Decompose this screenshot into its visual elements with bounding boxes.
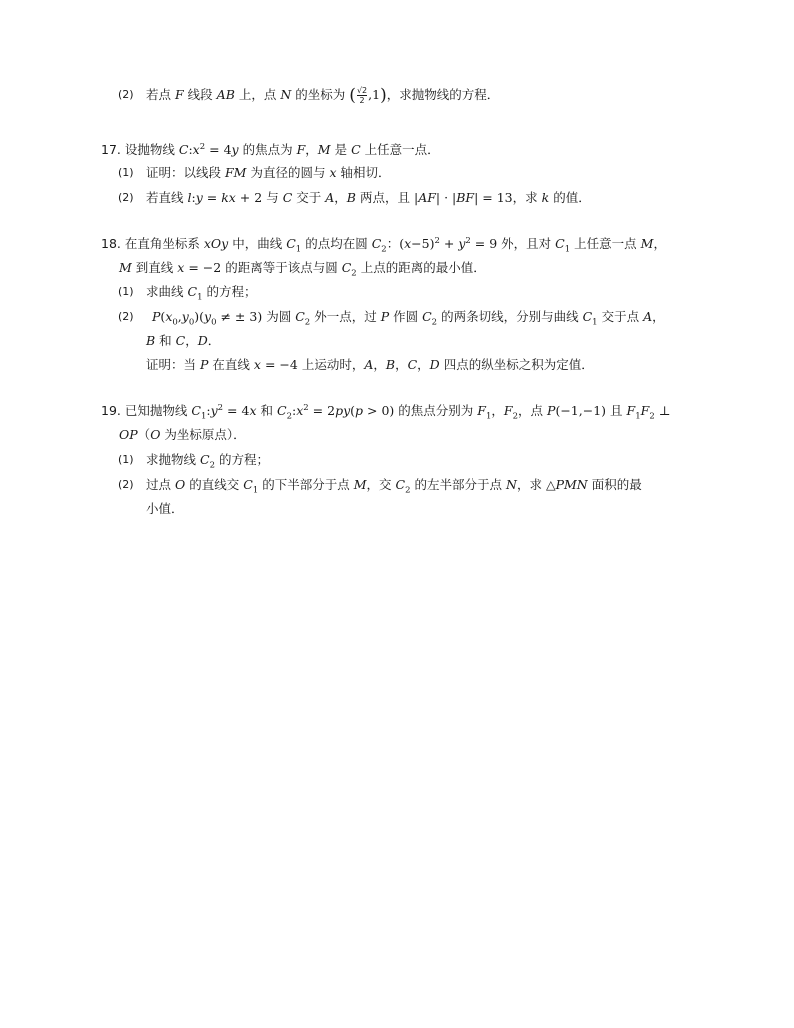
part-number: (2) xyxy=(118,310,134,323)
problem-16-part-2: 若点 F 线段 AB 上，点 N 的坐标为 ($\frac{√2}{2}$ ,1)，求抛物线的方程． xyxy=(146,85,500,106)
problem-17-stem: 17. 设抛物线 $C:x^2 = 4y$ 的焦点为 F，M 是 C 上任意一点． xyxy=(101,141,440,157)
problem-19-part-2: 过点 O 的直线交 $C_1$ 的下半部分于点 M，交 $C_2$ 的左半部分于点 N，求 △PMN 面积的最 xyxy=(146,477,642,496)
problem-19-part-2-cont: 小值． xyxy=(146,501,184,516)
problem-number: 17. xyxy=(101,142,121,157)
part-number: (1) xyxy=(118,285,134,298)
problem-18-stem-cont: M 到直线 x = −2 的距离等于该点与圆 $C_2$ 上点的距离的最小值． xyxy=(119,260,486,279)
problem-18-part-1: 求曲线 $C_1$ 的方程； xyxy=(146,284,257,303)
problem-number: 18. xyxy=(101,236,121,251)
problem-18-part-2: $P(x_0,y_0)(y_0$ ≠ ± 3) 为圆 $C_2$ 外一点，过 P 作圆 $C_2$ 的两条切线，分别与曲线 $C_1$ 交于点 A， xyxy=(152,309,665,328)
part-number: (1) xyxy=(118,453,134,466)
problem-19-stem-cont: OP（O 为坐标原点）． xyxy=(119,427,246,442)
problem-18-stem: 18. 在直角坐标系 xOy 中，曲线 $C_1$ 的点均在圆 $C_2$：$(x-5)^2 + y^2 = 9$ 外，且对 $C_1$ 上任意一点 M， xyxy=(101,235,666,255)
part-number: (2) xyxy=(118,88,134,101)
part-number: (2) xyxy=(118,478,134,491)
problem-19-stem: 19. 已知抛物线 $C_1:y^2 = 4x$ 和 $C_2:x^2 = 2py(p > 0)$ 的焦点分别为 $F_1$，$F_2$，点 P(−1,−1) 且 $F_1F_2$ ⊥ xyxy=(101,402,671,422)
part-number: (1) xyxy=(118,166,134,179)
problem-19-part-1: 求抛物线 $C_2$ 的方程； xyxy=(146,452,269,471)
part-number: (2) xyxy=(118,191,134,204)
problem-number: 19. xyxy=(101,403,121,418)
problem-18-part-2-cont: B 和 C，D． xyxy=(146,333,221,348)
problem-18-part-2-proof: 证明：当 P 在直线 x = −4 上运动时，A，B，C，D 四点的纵坐标之积为定值． xyxy=(146,357,594,372)
problem-17-part-2: 若直线 l:y = kx + 2 与 C 交于 A，B 两点，且 |AF| · |BF| = 13，求 k 的值． xyxy=(146,190,591,205)
problem-17-part-1: 证明：以线段 FM 为直径的圆与 x 轴相切． xyxy=(146,165,391,180)
